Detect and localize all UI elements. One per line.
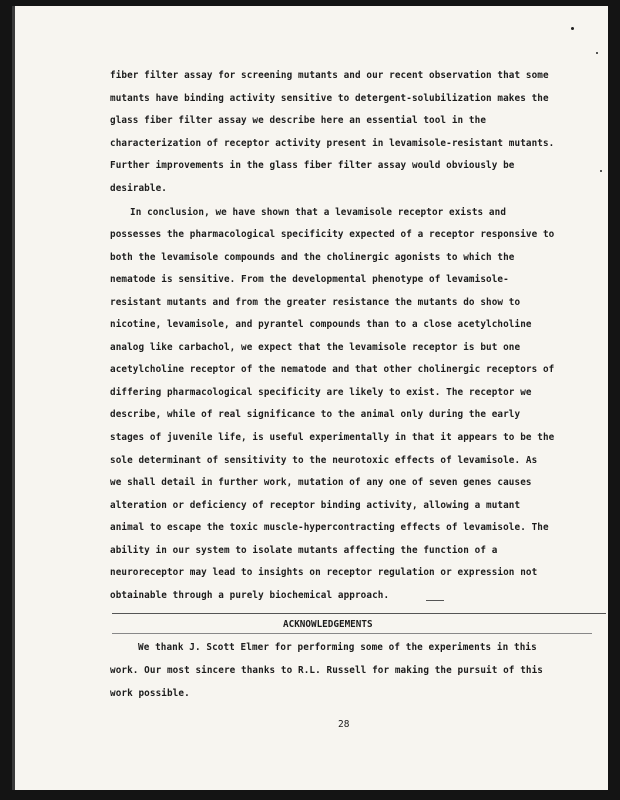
text-line: obtainable through a purely biochemical approach. xyxy=(110,590,390,601)
scan-speck xyxy=(600,170,602,172)
text-line: we shall detail in further work, mutation of any one of seven genes causes xyxy=(110,477,532,488)
document-page xyxy=(12,6,608,790)
text-line: both the levamisole compounds and the cholinergic agonists to which the xyxy=(110,252,515,263)
text-line: glass fiber filter assay we describe here an essential tool in the xyxy=(110,115,487,126)
text-line: stages of juvenile life, is useful experimentally in that it appears to be the xyxy=(110,432,555,443)
text-line: ability in our system to isolate mutants affecting the function of a xyxy=(110,545,498,556)
text-line: neuroreceptor may lead to insights on receptor regulation or expression not xyxy=(110,567,538,578)
scan-mark xyxy=(426,600,444,601)
text-line: resistant mutants and from the greater resistance the mutants do show to xyxy=(110,297,521,308)
body-text xyxy=(110,70,568,610)
text-line: nicotine, levamisole, and pyrantel compounds than to a close acetylcholine xyxy=(110,319,532,330)
page-edge-shadow xyxy=(12,6,15,790)
text-line: acetylcholine receptor of the nematode and that other cholinergic receptors of xyxy=(110,364,555,375)
scan-speck xyxy=(571,27,574,30)
text-line: In conclusion, we have shown that a levamisole receptor exists and xyxy=(130,207,507,218)
text-line: fiber filter assay for screening mutants and our recent observation that some xyxy=(110,70,549,81)
acknowledgements-text xyxy=(110,642,568,712)
page-number: 28 xyxy=(338,719,350,730)
text-line: work. Our most sincere thanks to R.L. Russell for making the pursuit of this xyxy=(110,665,543,676)
text-line: differing pharmacological specificity are likely to exist. The receptor we xyxy=(110,387,532,398)
acknowledgements-heading: ACKNOWLEDGEMENTS xyxy=(283,619,373,630)
text-line: analog like carbachol, we expect that the levamisole receptor is but one xyxy=(110,342,521,353)
text-line: describe, while of real significance to the animal only during the early xyxy=(110,409,521,420)
text-line: animal to escape the toxic muscle-hypercontracting effects of levamisole. The xyxy=(110,522,549,533)
text-line: sole determinant of sensitivity to the neurotoxic effects of levamisole. As xyxy=(110,455,538,466)
text-line: alteration or deficiency of receptor binding activity, allowing a mutant xyxy=(110,500,521,511)
section-divider xyxy=(112,613,606,614)
text-line: possesses the pharmacological specificity expected of a receptor responsive to xyxy=(110,229,555,240)
text-line: mutants have binding activity sensitive to detergent-solubilization makes the xyxy=(110,93,549,104)
text-line: characterization of receptor activity present in levamisole-resistant mutants. xyxy=(110,138,555,149)
heading-underline xyxy=(112,633,592,634)
text-line: desirable. xyxy=(110,183,167,194)
text-line: work possible. xyxy=(110,688,190,699)
text-line: We thank J. Scott Elmer for performing some of the experiments in this xyxy=(138,642,537,653)
text-line: Further improvements in the glass fiber filter assay would obviously be xyxy=(110,160,515,171)
text-line: nematode is sensitive. From the developmental phenotype of levamisole- xyxy=(110,274,509,285)
scan-speck xyxy=(596,52,598,54)
